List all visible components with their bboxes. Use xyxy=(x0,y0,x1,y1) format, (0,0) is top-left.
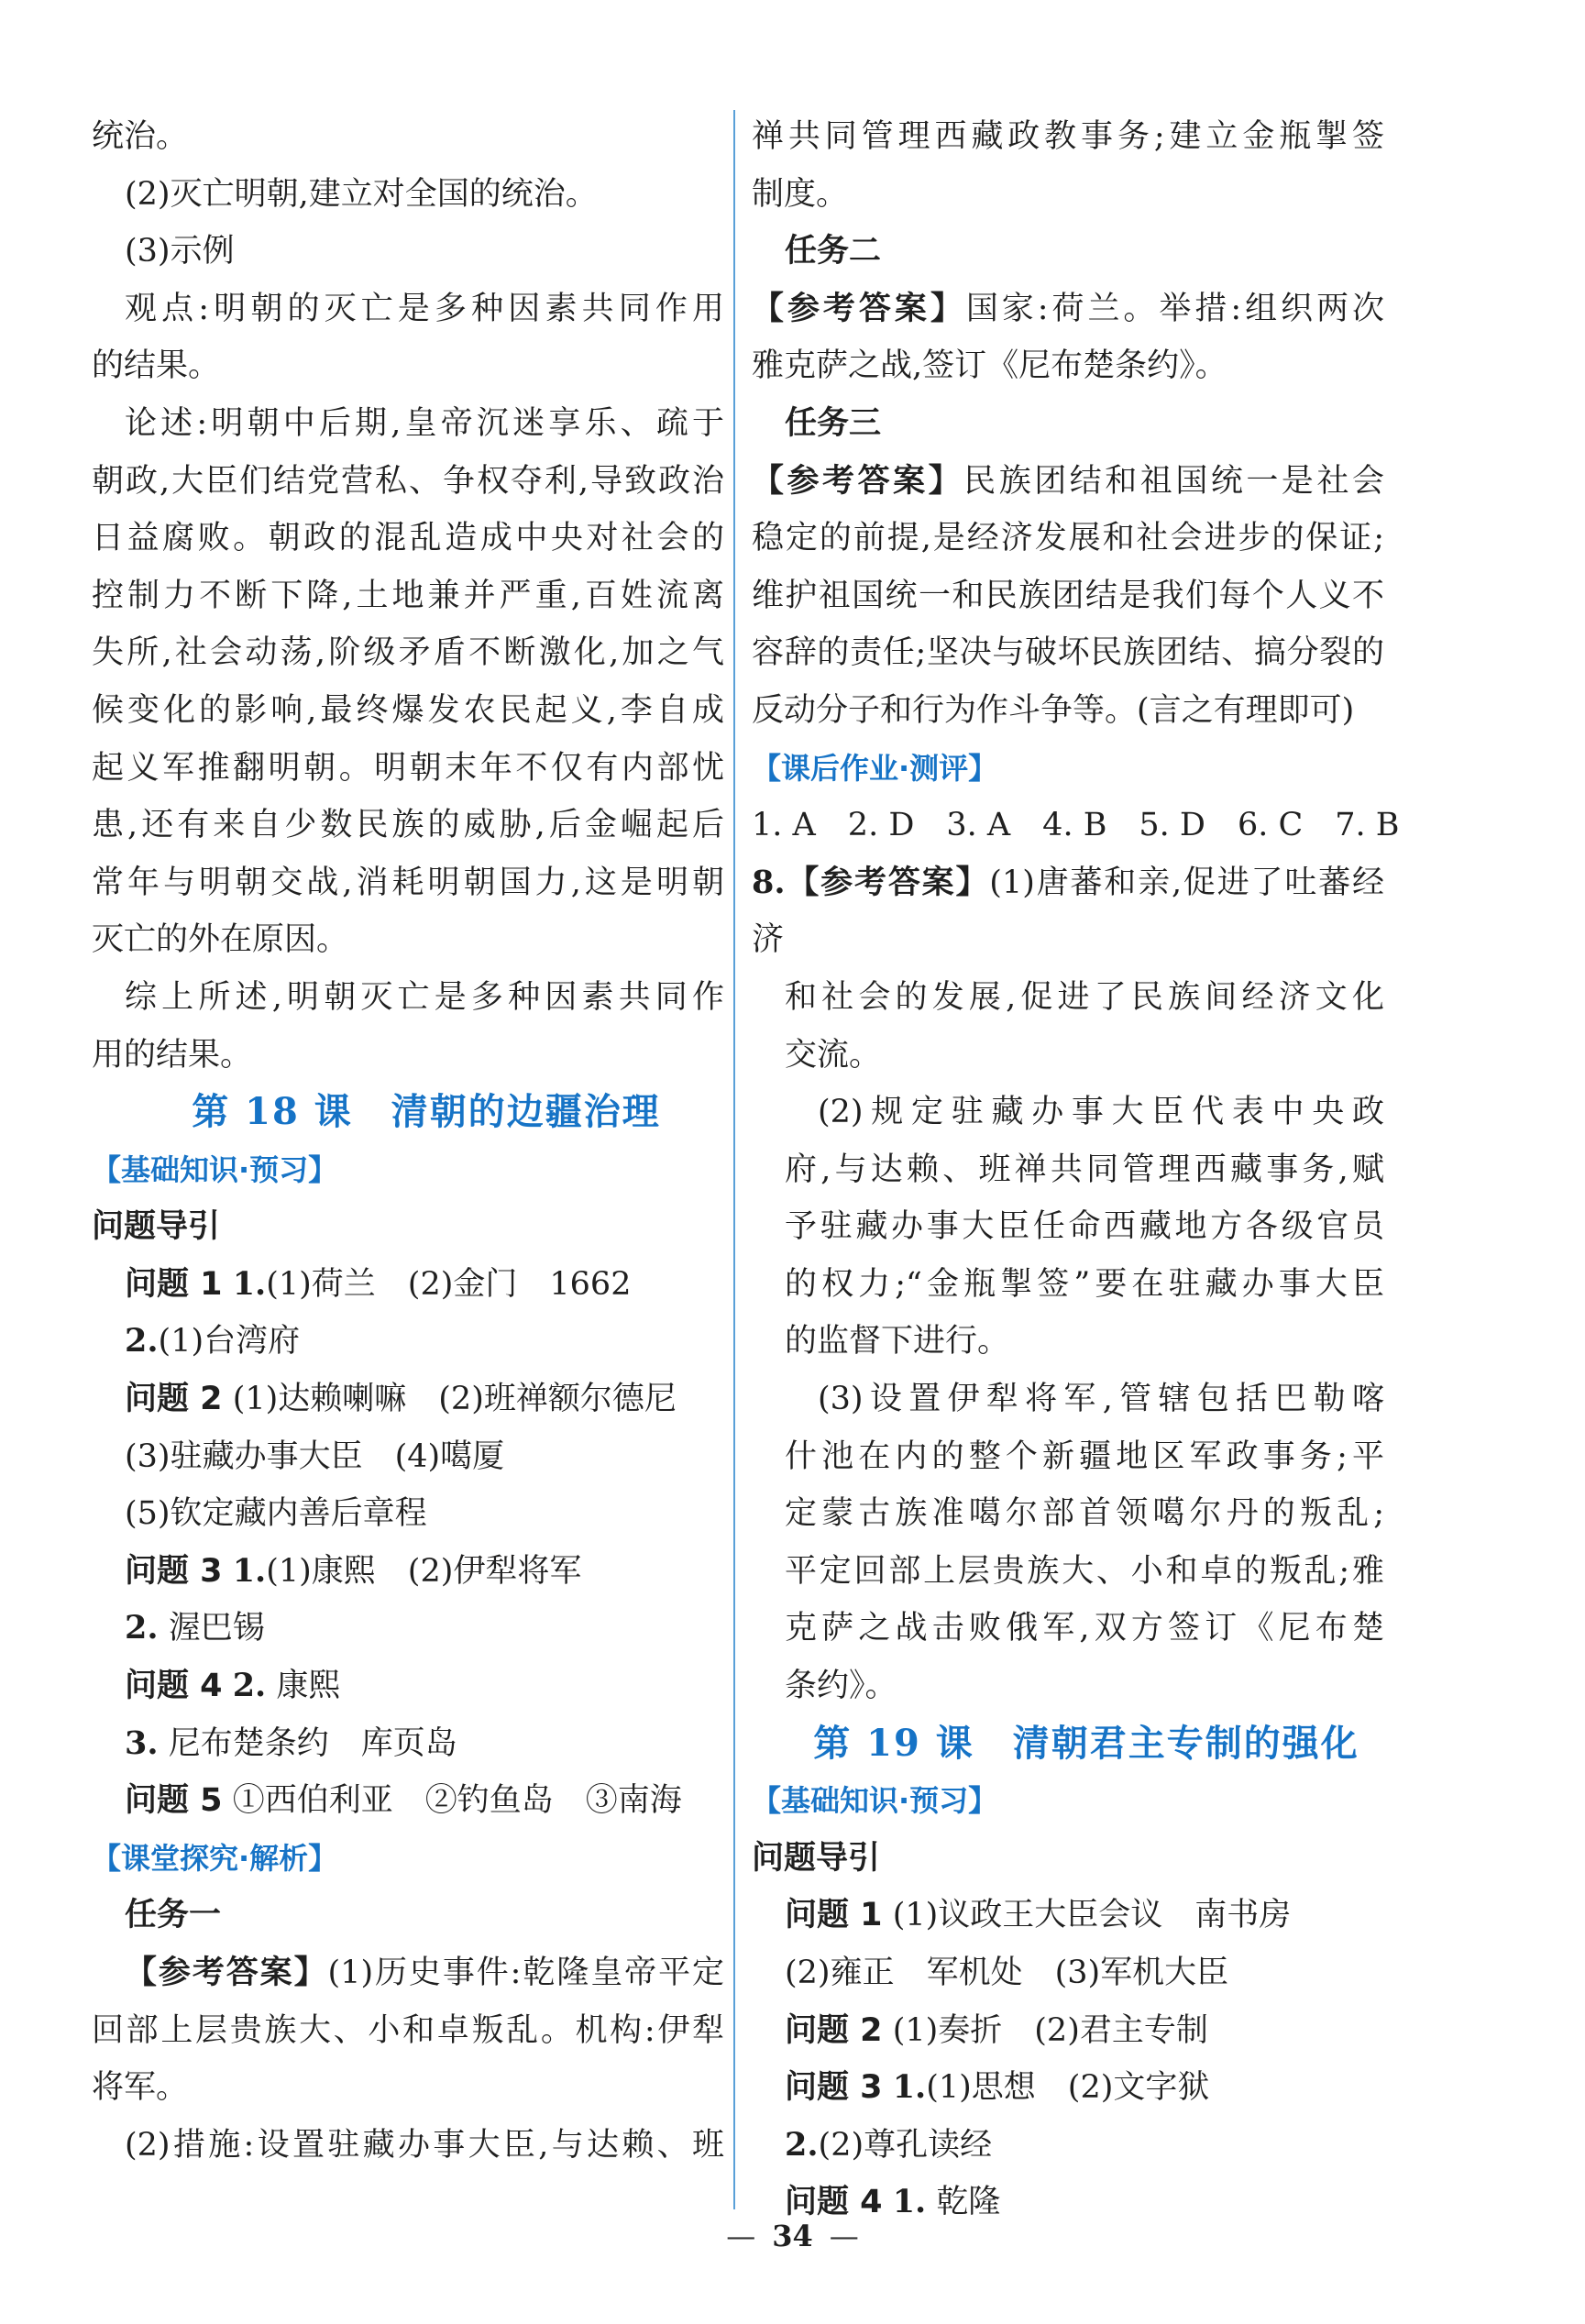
question-label: 问题 2 xyxy=(125,1381,223,1418)
question-3 xyxy=(752,2059,1384,2117)
answer-text: (1)思想 (2)文字狱 xyxy=(926,2069,1210,2107)
text-line: (2)灭亡明朝,建立对全国的统治。 xyxy=(125,175,598,213)
question-label: 问题 3 xyxy=(125,1552,223,1590)
reference-answer-label: 【参考答案】 xyxy=(785,864,990,901)
column-divider xyxy=(733,110,735,2209)
question-3-item-2 xyxy=(92,1600,724,1658)
reference-answer-label: 【参考答案】 xyxy=(752,290,966,327)
text-line: 条约》。 xyxy=(785,1668,897,1705)
text-line: 制度。 xyxy=(752,175,849,213)
text-line: 定蒙古族准噶尔部首领噶尔丹的叛乱; xyxy=(785,1495,1384,1533)
text-line: (3)设置伊犁将军,管辖包括巴勒喀 xyxy=(818,1381,1384,1418)
text-line: 的监督下进行。 xyxy=(785,1323,1010,1360)
answer-text: (1)台湾府 xyxy=(158,1323,301,1360)
item-number: 2. xyxy=(232,1667,267,1705)
question-1 xyxy=(92,1256,724,1314)
question-guide-heading: 问题导引 xyxy=(752,1839,881,1877)
text-line: 什池在内的整个新疆地区军政事务;平 xyxy=(785,1437,1384,1475)
right-column xyxy=(752,108,1400,2231)
question-label: 问题 2 xyxy=(785,2011,883,2049)
text-line: 府,与达赖、班禅共同管理西藏事务,赋 xyxy=(785,1151,1384,1188)
answer-text: 乾隆 xyxy=(936,2184,1001,2221)
answer-text: 民族团结和祖国统一是社会 xyxy=(963,462,1384,500)
task-1-answer xyxy=(92,1944,724,2002)
text-line: 候变化的影响,最终爆发农民起义,李自成 xyxy=(92,691,724,729)
text-line: 控制力不断下降,土地兼并严重,百姓流离 xyxy=(92,577,724,614)
question-4-item-3 xyxy=(92,1715,724,1773)
item-number: 3. xyxy=(125,1724,159,1762)
page-dash-left: — xyxy=(726,2219,756,2253)
text-line: 维护祖国统一和民族团结是我们每个人义不 xyxy=(752,577,1384,614)
answer-text: ①西伯利亚 ②钓鱼岛 ③南海 xyxy=(232,1782,682,1820)
task-1-heading: 任务一 xyxy=(125,1897,222,1934)
answer-text: 渥巴锡 xyxy=(168,1610,265,1647)
item-number: 1. xyxy=(892,2068,927,2107)
text-line: 反动分子和行为作斗争等。(言之有理即可) xyxy=(752,691,1355,729)
question-1 xyxy=(752,1887,1384,1944)
item-number: 1. xyxy=(232,1264,267,1303)
page-number xyxy=(0,2219,1585,2253)
reference-answer-label: 【参考答案】 xyxy=(752,462,964,500)
text-line: 起义军推翻明朝。明朝末年不仅有内部忧 xyxy=(92,749,724,787)
question-3-item-2 xyxy=(752,2117,1384,2175)
section-heading-class: 【课堂探究·解析】 xyxy=(92,1840,338,1876)
text-line: 朝政,大臣们结党营私、争权夺利,导致政治 xyxy=(92,462,724,500)
item-number: 2. xyxy=(125,1322,159,1360)
answer-text: 国家:荷兰。举措:组织两次 xyxy=(965,290,1384,327)
item-number: 2. xyxy=(125,1609,159,1647)
text-line: 用的结果。 xyxy=(92,1036,253,1074)
text-line: 综上所述,明朝灭亡是多种因素共同作 xyxy=(125,978,724,1016)
text-line: 予驻藏办事大臣任命西藏地方各级官员 xyxy=(785,1208,1384,1246)
task-3-answer xyxy=(752,453,1384,511)
section-heading-homework: 【课后作业·测评】 xyxy=(752,750,998,786)
text-line: 统治。 xyxy=(92,118,189,155)
answer-text: (1)议政王大臣会议 南书房 xyxy=(892,1897,1292,1934)
question-2 xyxy=(752,2002,1384,2060)
task-2-heading: 任务二 xyxy=(785,233,882,270)
section-heading-preview: 【基础知识·预习】 xyxy=(752,1783,998,1819)
answer-text: (1)唐蕃和亲,促进了吐蕃经济 xyxy=(752,864,1384,959)
text-line: 观点:明朝的灭亡是多种因素共同作用 xyxy=(125,290,724,327)
text-line: 的结果。 xyxy=(92,347,221,385)
answer-text: 康熙 xyxy=(276,1668,341,1705)
item-number: 1. xyxy=(892,2183,927,2221)
text-line: 失所,社会动荡,阶级矛盾不断激化,加之气 xyxy=(92,634,724,672)
lesson-19-title: 第 19 课 清朝君主专制的强化 xyxy=(813,1721,1359,1765)
task-3-heading: 任务三 xyxy=(785,404,882,442)
answer-text: 尼布楚条约 库页岛 xyxy=(168,1724,457,1762)
text-line: 常年与明朝交战,消耗明朝国力,这是明朝 xyxy=(92,864,724,901)
answer-text: (1)荷兰 (2)金门 1662 xyxy=(266,1265,632,1303)
text-line: 灭亡的外在原因。 xyxy=(92,921,349,959)
lesson-18-title: 第 18 课 清朝的边疆治理 xyxy=(192,1090,661,1134)
question-guide-heading: 问题导引 xyxy=(92,1208,221,1246)
text-line: 日益腐败。朝政的混乱造成中央对社会的 xyxy=(92,520,724,557)
question-label: 问题 3 xyxy=(785,2069,883,2107)
task-2-answer xyxy=(752,281,1384,338)
text-line: 的权力;“金瓶掣签”要在驻藏办事大臣 xyxy=(785,1265,1384,1303)
question-1-item-2 xyxy=(92,1313,724,1371)
text-line: 雅克萨之战,签订《尼布楚条约》。 xyxy=(752,347,1227,385)
text-line: 克萨之战击败俄军,双方签订《尼布楚 xyxy=(785,1610,1384,1647)
item-number: 2. xyxy=(785,2125,819,2164)
answer-text: (2)尊孔读经 xyxy=(818,2126,993,2164)
text-line: (2)规定驻藏办事大臣代表中央政 xyxy=(818,1094,1384,1131)
left-column xyxy=(92,108,724,2174)
item-number: 8. xyxy=(752,863,786,901)
text-line: (2)措施:设置驻藏办事大臣,与达赖、班 xyxy=(125,2126,724,2164)
page-dash-right: — xyxy=(829,2219,859,2253)
section-heading-preview: 【基础知识·预习】 xyxy=(92,1151,338,1187)
question-label: 问题 4 xyxy=(125,1668,223,1705)
text-line: 将军。 xyxy=(92,2069,189,2107)
text-line: 稳定的前提,是经济发展和社会进步的保证; xyxy=(752,520,1384,557)
text-line: 交流。 xyxy=(785,1036,882,1074)
question-2 xyxy=(92,1371,724,1428)
question-label: 问题 1 xyxy=(125,1265,223,1303)
text-line: 和社会的发展,促进了民族间经济文化 xyxy=(785,978,1384,1016)
text-line: 容辞的责任;坚决与破坏民族团结、搞分裂的 xyxy=(752,634,1384,672)
multiple-choice-answers: 1. A 2. D 3. A 4. B 5. D 6. C 7. B xyxy=(752,807,1400,844)
text-line: 禅共同管理西藏政教事务;建立金瓶掣签 xyxy=(752,118,1384,155)
question-5 xyxy=(92,1772,724,1830)
question-8-answer xyxy=(752,854,1384,969)
question-label: 问题 4 xyxy=(785,2184,883,2221)
text-line: (5)钦定藏内善后章程 xyxy=(125,1495,427,1533)
answer-text: (1)康熙 (2)伊犁将军 xyxy=(266,1552,582,1590)
answer-text: (1)历史事件:乾隆皇帝平定 xyxy=(327,1955,724,1991)
text-line: 平定回部上层贵族大、小和卓的叛乱;雅 xyxy=(785,1552,1384,1590)
reference-answer-label: 【参考答案】 xyxy=(125,1955,328,1991)
text-line: 患,还有来自少数民族的威胁,后金崛起后 xyxy=(92,807,724,844)
question-3 xyxy=(92,1543,724,1601)
text-line: 回部上层贵族大、小和卓叛乱。机构:伊犁 xyxy=(92,2011,724,2049)
item-number: 1. xyxy=(232,1551,267,1590)
answer-text: (1)达赖喇嘛 (2)班禅额尔德尼 xyxy=(232,1381,677,1418)
question-4 xyxy=(92,1658,724,1715)
text-line: (2)雍正 军机处 (3)军机大臣 xyxy=(785,1955,1229,1991)
answer-text: (1)奏折 (2)君主专制 xyxy=(892,2011,1208,2049)
question-label: 问题 1 xyxy=(785,1897,883,1934)
text-line: 论述:明朝中后期,皇帝沉迷享乐、疏于 xyxy=(125,404,724,442)
text-line: (3)驻藏办事大臣 (4)噶厦 xyxy=(125,1437,505,1475)
question-label: 问题 5 xyxy=(125,1782,223,1820)
text-line: (3)示例 xyxy=(125,233,235,270)
page-number-value: 34 xyxy=(772,2219,813,2253)
